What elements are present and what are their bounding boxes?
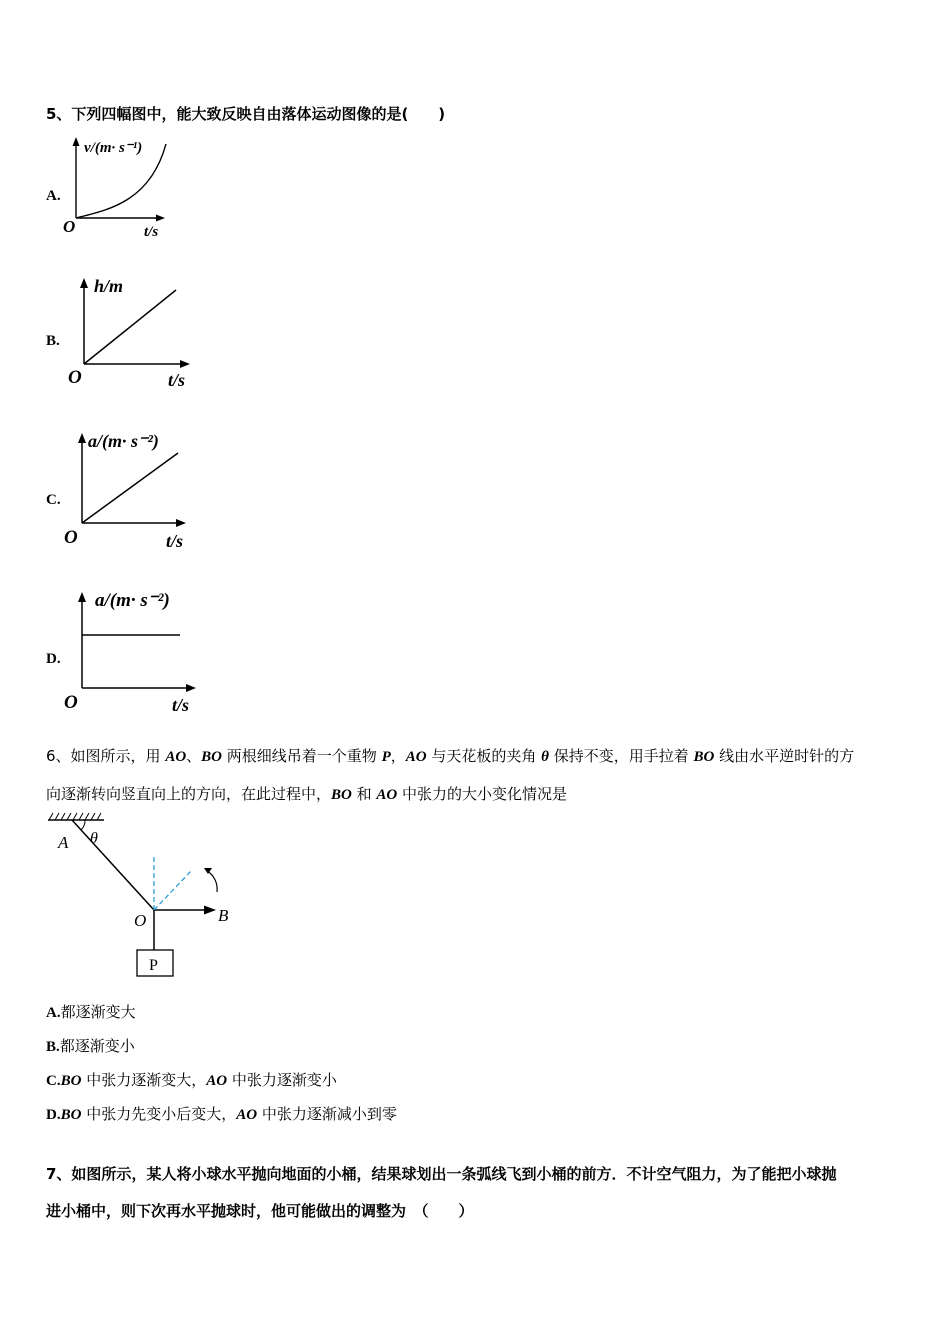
q6-option-c[interactable]: C.BO 中张力逐渐变大，AO 中张力逐渐变小: [46, 1071, 337, 1089]
bo-arrow: [204, 906, 216, 915]
line: [82, 453, 178, 523]
y-axis-arrow: [78, 592, 86, 602]
label-a: A: [58, 833, 69, 852]
label-p: P: [149, 957, 158, 974]
x-axis-label: t/s: [166, 531, 184, 551]
q5-option-c-label[interactable]: C.: [46, 492, 61, 508]
y-axis-arrow: [73, 137, 80, 146]
y-axis-label: a/(m· s⁻²): [88, 431, 159, 451]
q6-figure: [40, 812, 250, 984]
origin-label: O: [64, 527, 78, 548]
angle-arc: [81, 820, 85, 830]
ceiling-hatch: [49, 813, 101, 820]
x-axis-label: t/s: [172, 695, 190, 715]
q5-title: 5、下列四幅图中，能大致反映自由落体运动图像的是( ): [46, 105, 446, 123]
q7-stem-line1: 7、如图所示，某人将小球水平抛向地面的小桶，结果球划出一条弧线飞到小桶的前方．不计空气阻力，为了能把小球抛: [46, 1165, 837, 1183]
x-axis-arrow: [186, 684, 196, 692]
y-axis-label: a/(m· s⁻²): [95, 590, 170, 611]
origin-label: O: [63, 217, 76, 236]
q6-option-d[interactable]: D.BO 中张力先变小后变大，AO 中张力逐渐减小到零: [46, 1105, 397, 1123]
q7-stem-line2: 进小桶中，则下次再水平抛球时，他可能做出的调整为 （ ）: [46, 1202, 474, 1220]
q5-option-d-graph: [62, 582, 212, 717]
q5-option-c-graph: [62, 425, 202, 555]
origin-label: O: [64, 692, 78, 713]
rope-ao: [72, 820, 154, 910]
q5-option-d-label[interactable]: D.: [46, 651, 61, 667]
x-axis-arrow: [156, 215, 165, 222]
dashed-diagonal: [154, 870, 192, 910]
q5-option-b-label[interactable]: B.: [46, 333, 60, 349]
y-axis-arrow: [78, 433, 86, 443]
x-axis-arrow: [180, 360, 190, 368]
y-axis-label: h/m: [94, 276, 124, 296]
x-axis-label: t/s: [168, 370, 186, 390]
line: [84, 290, 176, 364]
q6-stem-line1: 6、如图所示，用 AO、BO 两根细线吊着一个重物 P，AO 与天花板的夹角 θ 保持不变，用手拉着 BO 线由水平逆时针的方: [46, 747, 855, 765]
x-axis-arrow: [176, 519, 186, 527]
y-axis-label: v/(m· s⁻¹): [84, 140, 143, 156]
q6-stem-line2: 向逐渐转向竖直向上的方向，在此过程中，BO 和 AO 中张力的大小变化情况是: [46, 785, 568, 803]
q6-option-a[interactable]: A.都逐渐变大: [46, 1003, 136, 1021]
origin-label: O: [68, 367, 82, 388]
y-axis-arrow: [80, 278, 88, 288]
q5-option-a-label[interactable]: A.: [46, 188, 61, 204]
q5-option-a-graph: [58, 132, 188, 242]
x-axis-label: t/s: [144, 224, 159, 240]
q5-option-b-graph: [64, 270, 204, 395]
q6-option-b[interactable]: B.都逐渐变小: [46, 1037, 135, 1055]
label-b: B: [218, 906, 229, 925]
label-o: O: [134, 911, 147, 930]
label-theta: θ: [90, 830, 98, 847]
